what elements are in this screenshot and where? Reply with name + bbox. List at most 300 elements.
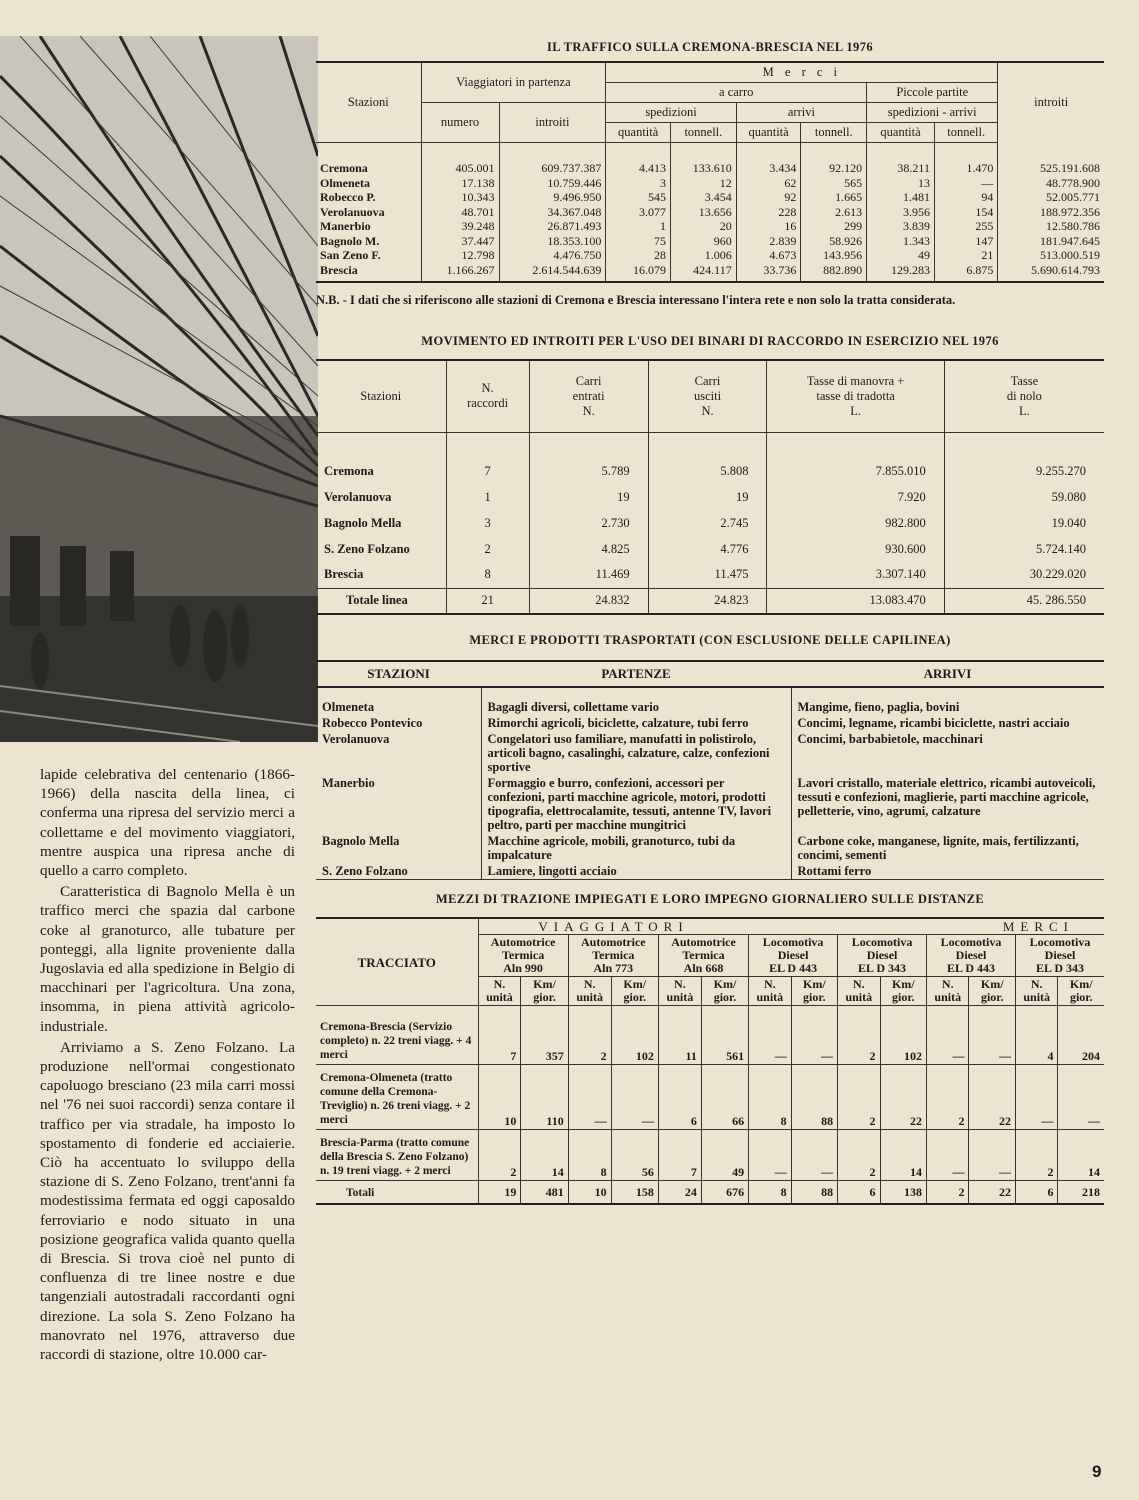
table-row <box>316 484 1104 510</box>
cell: 37.447 <box>421 234 499 249</box>
cell: 56 <box>611 1130 658 1181</box>
cell: 62 <box>736 176 801 191</box>
cell: 10.759.446 <box>499 176 606 191</box>
cell: — <box>749 1006 791 1065</box>
cell: 12 <box>671 176 737 191</box>
cell: 1 <box>446 484 529 510</box>
cell: 158 <box>611 1181 658 1205</box>
cell: 39.248 <box>421 219 499 234</box>
table-row <box>316 1130 1104 1181</box>
cell: 18.353.100 <box>499 234 606 249</box>
spacer <box>316 432 446 458</box>
cell: 188.972.356 <box>998 205 1104 220</box>
cell: 92 <box>736 190 801 205</box>
sidings-table <box>316 359 1104 615</box>
header-label: Aln 773 <box>593 961 634 975</box>
cell: — <box>969 1130 1015 1181</box>
cell: 6 <box>1015 1181 1057 1205</box>
article-paragraph: Arriviamo a S. Zeno Folzano. La produzione nell'ormai congestionato capoluogo bresciano (23 mila carri mossi nel '76 nei suoi raccordi) senza contare il traffico per via stradale, ha imposto lo spostamento di fonderie ed acciaierie. Ciò ha accentuato lo sviluppo della stazione di S. Zeno Folzano, trent'anni fa modestissima fermata ed oggi caposaldo ferroviario e nodo situato in una posizione geografica valida quanto quella di Brescia. Si trova cioè nel punto di confluenza di tre linee nostre e due tangenziali autostradali raccordanti ogni direzione. La sola S. Zeno Folzano ha manovrato nel 1976, attraverso due raccordi di stazione, oltre 10.000 car- <box>40 1038 295 1364</box>
cell: 1.166.267 <box>421 263 499 283</box>
cell: 930.600 <box>767 536 944 562</box>
header-label: L. <box>1019 403 1030 418</box>
cell: 14 <box>1058 1130 1104 1181</box>
table-row <box>316 715 1104 731</box>
col-vehicle <box>927 935 1016 977</box>
cell: 4.413 <box>606 143 671 176</box>
col-vehicle <box>478 935 568 977</box>
cell: 26.871.493 <box>499 219 606 234</box>
cell: Verolanuova <box>320 204 385 219</box>
station-photo <box>0 36 318 742</box>
cell: 960 <box>671 234 737 249</box>
cell: 1.665 <box>801 190 867 205</box>
cell: 11.469 <box>529 562 648 588</box>
cell: 20 <box>671 219 737 234</box>
header-label: N. <box>582 403 595 418</box>
cell: Concimi, legname, ricambi biciclette, nastri acciaio <box>797 716 1070 730</box>
cell: 6.875 <box>934 263 997 283</box>
col-introiti: introiti <box>499 103 606 143</box>
col-km-gior: Km/ gior. <box>969 977 1015 1006</box>
cell: — <box>611 1065 658 1130</box>
header-label: Tasse <box>1010 373 1039 388</box>
cell: 9.496.950 <box>499 190 606 205</box>
col-km-gior: Km/ gior. <box>1058 977 1104 1006</box>
cell: 7 <box>446 458 529 484</box>
cell: 14 <box>521 1130 568 1181</box>
cell: 6 <box>658 1065 701 1130</box>
header-label: Diesel <box>955 948 987 962</box>
cell: 3.956 <box>867 205 935 220</box>
cell: Manerbio <box>322 776 375 790</box>
article-column <box>40 765 295 1364</box>
cell: 49 <box>701 1130 748 1181</box>
cell: 4.476.750 <box>499 248 606 263</box>
cell: 982.800 <box>767 510 944 536</box>
table-total-row <box>316 1181 1104 1205</box>
col-tasse-manovra <box>767 360 944 432</box>
header-label: Aln 668 <box>683 961 724 975</box>
table-row <box>316 510 1104 536</box>
cell: 2.730 <box>529 510 648 536</box>
spacer <box>944 432 1104 458</box>
spacer <box>529 432 648 458</box>
header-label: Termica <box>682 948 725 962</box>
cell: 33.736 <box>736 263 801 283</box>
table-row <box>316 687 1104 715</box>
table-row <box>316 562 1104 588</box>
cell: 133.610 <box>671 143 737 176</box>
header-label: di nolo <box>1006 388 1042 403</box>
cell: 16 <box>736 219 801 234</box>
cell: — <box>1015 1065 1057 1130</box>
cell: 405.001 <box>421 143 499 176</box>
header-label: Automotrice <box>490 935 556 949</box>
col-n-unita: N. unità <box>478 977 521 1006</box>
cell: 481 <box>521 1181 568 1205</box>
cell: S. Zeno Folzano <box>322 864 408 878</box>
col-quantita: quantità <box>736 123 801 143</box>
header-label: entrati <box>572 388 605 403</box>
cell: Lamiere, lingotti acciaio <box>481 863 791 880</box>
cell: 22 <box>969 1181 1015 1205</box>
col-km-gior: Km/ gior. <box>701 977 748 1006</box>
cell: 24 <box>658 1181 701 1205</box>
col-vehicle <box>838 935 927 977</box>
spacer <box>767 432 944 458</box>
cell: 609.737.387 <box>499 143 606 176</box>
col-viaggiatori: VIAGGIATORI <box>478 918 749 935</box>
col-vehicle <box>568 935 658 977</box>
col-vehicle <box>749 935 838 977</box>
col-tasse-nolo <box>944 360 1104 432</box>
cell: 2.614.544.639 <box>499 263 606 283</box>
spacer <box>446 432 529 458</box>
cell: 16.079 <box>606 263 671 283</box>
cell: 13 <box>867 176 935 191</box>
cell: 19 <box>478 1181 521 1205</box>
cell: Bagnolo M. <box>320 233 380 248</box>
cell: 24.832 <box>529 588 648 614</box>
cell: 3 <box>446 510 529 536</box>
table-row <box>316 176 1104 191</box>
cell: — <box>969 1006 1015 1065</box>
table-row <box>316 863 1104 880</box>
cell: 12.580.786 <box>998 219 1104 234</box>
cell: 138 <box>880 1181 926 1205</box>
cell: 218 <box>1058 1181 1104 1205</box>
cell: 10.343 <box>421 190 499 205</box>
col-tonnell: tonnell. <box>934 123 997 143</box>
goods-table-title: MERCI E PRODOTTI TRASPORTATI (CON ESCLUSIONE DELLE CAPILINEA) <box>469 633 951 647</box>
cell: 3.839 <box>867 219 935 234</box>
cell: 22 <box>880 1065 926 1130</box>
cell: 66 <box>701 1065 748 1130</box>
traction-table <box>316 917 1104 1205</box>
cell: 88 <box>791 1181 837 1205</box>
cell: Cremona-Olmeneta (tratto comune della Cremona-Treviglio) n. 26 treni viagg. + 2 merci <box>316 1065 478 1130</box>
col-a-carro: a carro <box>606 83 867 103</box>
cell: 143.956 <box>801 248 867 263</box>
table-total-row <box>316 588 1104 614</box>
col-quantita: quantità <box>606 123 671 143</box>
cell: — <box>934 176 997 191</box>
cell: 561 <box>701 1006 748 1065</box>
cell: Carbone coke, manganese, lignite, mais, fertilizzanti, concimi, sementi <box>797 834 1079 862</box>
cell: 11.475 <box>648 562 767 588</box>
col-merci: MERCI <box>749 918 1104 935</box>
header-label: EL D 443 <box>946 961 995 975</box>
header-label: Termica <box>501 948 545 962</box>
cell: 5.690.614.793 <box>998 263 1104 283</box>
cell: 1.470 <box>934 143 997 176</box>
cell: 3.077 <box>606 205 671 220</box>
cell: 92.120 <box>801 143 867 176</box>
cell: 4 <box>1015 1006 1057 1065</box>
cell: Totale linea <box>346 593 408 608</box>
cell: Formaggio e burro, confezioni, accessori per confezioni, parti macchine agricole, motori, prodotti tipografia, elettrocalamite, tessuti, antenne TV, lavori peltro, parti per macchine mungitrici <box>481 775 791 833</box>
header-label: Diesel <box>777 948 809 962</box>
header-label: Carri <box>575 373 602 388</box>
header-label: tasse di tradotta <box>816 388 895 403</box>
cell: 13.083.470 <box>767 588 944 614</box>
col-stazioni <box>316 360 446 432</box>
cell: 34.367.048 <box>499 205 606 220</box>
cell: 5.808 <box>648 458 767 484</box>
cell: 52.005.771 <box>998 190 1104 205</box>
table-row <box>316 536 1104 562</box>
cell: 2 <box>478 1130 521 1181</box>
cell: 30.229.020 <box>944 562 1104 588</box>
col-n-unita: N. unità <box>927 977 969 1006</box>
cell: 19 <box>529 484 648 510</box>
header-label: Stazioni <box>360 388 402 403</box>
cell: 2.613 <box>801 205 867 220</box>
cell: 48.778.900 <box>998 176 1104 191</box>
cell: Robecco P. <box>320 190 376 204</box>
table-row <box>316 833 1104 863</box>
cell: 102 <box>611 1006 658 1065</box>
cell: Brescia <box>320 262 358 277</box>
cell: 525.191.608 <box>998 143 1104 176</box>
cell: 2 <box>927 1181 969 1205</box>
header-label: EL D 343 <box>1035 961 1084 975</box>
cell: 102 <box>880 1006 926 1065</box>
cell: 28 <box>606 248 671 263</box>
cell: 75 <box>606 234 671 249</box>
cell: Macchine agricole, mobili, granoturco, tubi da impalcature <box>481 833 791 863</box>
col-spedizioni: spedizioni <box>606 103 736 123</box>
cell: 3 <box>606 176 671 191</box>
col-piccole-partite: Piccole partite <box>867 83 998 103</box>
col-n-unita: N. unità <box>568 977 611 1006</box>
cell: S. Zeno Folzano <box>324 541 410 556</box>
col-stazioni: STAZIONI <box>316 661 481 687</box>
cell: 154 <box>934 205 997 220</box>
cell: — <box>568 1065 611 1130</box>
cell: — <box>791 1006 837 1065</box>
cell: 3.454 <box>671 190 737 205</box>
col-vehicle <box>1015 935 1104 977</box>
col-viaggiatori: Viaggiatori in partenza <box>421 62 606 103</box>
cell: 299 <box>801 219 867 234</box>
col-vehicle <box>658 935 748 977</box>
table-row <box>316 775 1104 833</box>
header-label: Diesel <box>1044 948 1076 962</box>
cell: 424.117 <box>671 263 737 283</box>
cell: 6 <box>838 1181 880 1205</box>
cell: 2 <box>1015 1130 1057 1181</box>
cell: 565 <box>801 176 867 191</box>
cell: 17.138 <box>421 176 499 191</box>
header-label: Automotrice <box>671 935 736 949</box>
cell: 1.481 <box>867 190 935 205</box>
cell: 204 <box>1058 1006 1104 1065</box>
cell: Mangime, fieno, paglia, bovini <box>797 700 960 714</box>
header-label: Locomotiva <box>940 935 1002 949</box>
header-label: L. <box>850 403 861 418</box>
header-label: Locomotiva <box>762 935 824 949</box>
table-row <box>316 205 1104 220</box>
cell: 3.434 <box>736 143 801 176</box>
spacer <box>648 432 767 458</box>
table-row <box>316 234 1104 249</box>
cell: 7 <box>478 1006 521 1065</box>
cell: 1.343 <box>867 234 935 249</box>
table-row <box>316 190 1104 205</box>
cell: 19 <box>648 484 767 510</box>
cell: 3.307.140 <box>767 562 944 588</box>
col-arrivi: ARRIVI <box>791 661 1104 687</box>
cell: 8 <box>749 1065 791 1130</box>
cell: 94 <box>934 190 997 205</box>
col-quantita: quantità <box>867 123 935 143</box>
cell: 147 <box>934 234 997 249</box>
cell: Olmeneta <box>320 175 370 190</box>
header-label: Termica <box>592 948 635 962</box>
header-label: Carri <box>694 373 721 388</box>
cell: 4.776 <box>648 536 767 562</box>
cell: Verolanuova <box>324 489 392 504</box>
cell: 58.926 <box>801 234 867 249</box>
cell: 49 <box>867 248 935 263</box>
col-stazioni: Stazioni <box>316 62 421 143</box>
table-row <box>316 219 1104 234</box>
cell: 4.825 <box>529 536 648 562</box>
header-label: usciti <box>693 388 722 403</box>
cell: Congelatori uso familiare, manufatti in polistirolo, articoli bagno, casalinghi, calzature, calze, confezioni sportive <box>481 731 791 775</box>
cell: 8 <box>568 1130 611 1181</box>
table-row <box>316 458 1104 484</box>
header-label: Locomotiva <box>1029 935 1091 949</box>
header-label: EL D 443 <box>769 961 818 975</box>
goods-table <box>316 660 1104 880</box>
cell: 12.798 <box>421 248 499 263</box>
col-arrivi: arrivi <box>736 103 866 123</box>
cell: 88 <box>791 1065 837 1130</box>
cell: 228 <box>736 205 801 220</box>
cell: Verolanuova <box>322 732 390 746</box>
header-label: Locomotiva <box>851 935 913 949</box>
cell: 24.823 <box>648 588 767 614</box>
col-tracciato: TRACCIATO <box>316 918 478 1006</box>
col-km-gior: Km/ gior. <box>791 977 837 1006</box>
cell: 2 <box>568 1006 611 1065</box>
col-partenze: PARTENZE <box>481 661 791 687</box>
table-row <box>316 1006 1104 1065</box>
header-label: raccordi <box>467 396 509 411</box>
col-carri-usciti <box>648 360 767 432</box>
col-tonnell: tonnell. <box>801 123 867 143</box>
cell: 129.283 <box>867 263 935 283</box>
cell: 5.789 <box>529 458 648 484</box>
col-merci: M e r c i <box>606 62 998 83</box>
cell: Lavori cristallo, materiale elettrico, ricambi autoveicoli, tessuti e confezioni, maglierie, parti macchine agricole, pelletterie, vino, agrumi, calzature <box>797 776 1096 818</box>
cell: 14 <box>880 1130 926 1181</box>
cell: 2 <box>446 536 529 562</box>
traffic-table-title: IL TRAFFICO SULLA CREMONA-BRESCIA NEL 1976 <box>546 40 873 54</box>
cell: 2 <box>838 1130 880 1181</box>
cell: 10 <box>478 1065 521 1130</box>
table-row <box>316 248 1104 263</box>
header-label: Diesel <box>866 948 898 962</box>
header-label: N. <box>481 381 494 396</box>
cell: — <box>1058 1065 1104 1130</box>
cell: Rimorchi agricoli, biciclette, calzature, tubi ferro <box>481 715 791 731</box>
cell: 5.724.140 <box>944 536 1104 562</box>
cell: 48.701 <box>421 205 499 220</box>
col-tonnell: tonnell. <box>671 123 737 143</box>
cell: Robecco Pontevico <box>322 716 423 730</box>
cell: 513.000.519 <box>998 248 1104 263</box>
cell: 21 <box>446 588 529 614</box>
cell: 45. 286.550 <box>944 588 1104 614</box>
article-paragraph: lapide celebrativa del centenario (1866-1966) della nascita della linea, ci conferma una ripresa del servizio merci a collettame e del movimento viaggiatori, mentre auspica una ripresa anche di quello a carro completo. <box>40 766 295 880</box>
cell: Concimi, barbabietole, macchinari <box>797 732 983 746</box>
col-numero: numero <box>421 103 499 143</box>
header-label: Automotrice <box>580 935 646 949</box>
col-km-gior: Km/ gior. <box>880 977 926 1006</box>
cell: Brescia <box>324 567 364 582</box>
cell: Olmeneta <box>322 700 375 714</box>
cell: 2 <box>838 1065 880 1130</box>
cell: 2 <box>838 1006 880 1065</box>
cell: 8 <box>446 562 529 588</box>
cell: 19.040 <box>944 510 1104 536</box>
cell: 7.920 <box>767 484 944 510</box>
cell: — <box>927 1130 969 1181</box>
cell: Bagnolo Mella <box>324 515 402 530</box>
cell: 59.080 <box>944 484 1104 510</box>
cell: 1 <box>606 219 671 234</box>
cell: Bagnolo Mella <box>322 834 400 848</box>
cell: Rottami ferro <box>797 864 872 878</box>
page-number: 9 <box>1092 1462 1102 1481</box>
col-n-unita: N. unità <box>1015 977 1057 1006</box>
cell: 181.947.645 <box>998 234 1104 249</box>
header-label: EL D 343 <box>858 961 907 975</box>
col-introiti-totali: introiti <box>998 62 1104 143</box>
cell: Cremona <box>320 161 368 175</box>
cell: 545 <box>606 190 671 205</box>
cell: 882.890 <box>801 263 867 283</box>
header-label: Tasse di manovra + <box>806 373 905 388</box>
col-sped-arrivi: spedizioni - arrivi <box>867 103 998 123</box>
cell: 38.211 <box>867 143 935 176</box>
table-row <box>316 731 1104 775</box>
cell: Cremona-Brescia (Servizio completo) n. 22 treni viagg. + 4 merci <box>316 1006 478 1065</box>
col-raccordi <box>446 360 529 432</box>
cell: 4.673 <box>736 248 801 263</box>
traffic-note: N.B. - I dati che si riferiscono alle stazioni di Cremona e Brescia interessano l'intera rete e non solo la tratta considerata. <box>316 293 956 307</box>
cell: 357 <box>521 1006 568 1065</box>
cell: 2 <box>927 1065 969 1130</box>
cell: — <box>927 1006 969 1065</box>
cell: Totali <box>346 1187 375 1199</box>
cell: 11 <box>658 1006 701 1065</box>
col-n-unita: N. unità <box>749 977 791 1006</box>
col-n-unita: N. unità <box>658 977 701 1006</box>
traffic-table <box>316 61 1104 283</box>
table-row <box>316 1065 1104 1130</box>
cell: 13.656 <box>671 205 737 220</box>
cell: 2.745 <box>648 510 767 536</box>
cell: 2.839 <box>736 234 801 249</box>
col-km-gior: Km/ gior. <box>611 977 658 1006</box>
cell: Bagagli diversi, collettame vario <box>481 687 791 715</box>
cell: San Zeno F. <box>320 248 381 262</box>
sidings-table-title: MOVIMENTO ED INTROITI PER L'USO DEI BINARI DI RACCORDO IN ESERCIZIO NEL 1976 <box>421 334 999 348</box>
